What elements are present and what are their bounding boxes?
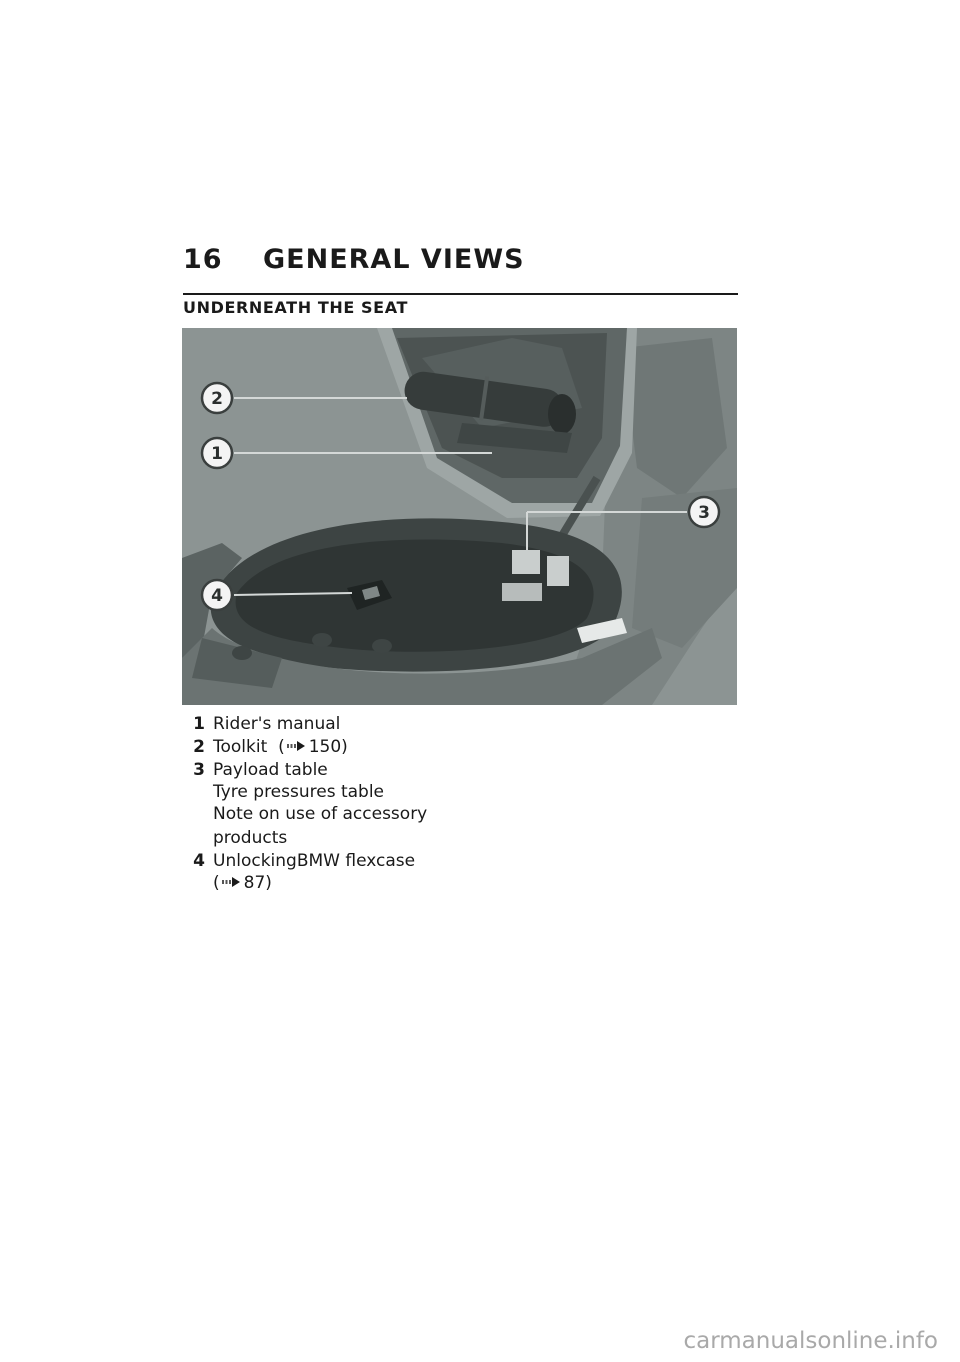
callout-4: 4 xyxy=(211,586,223,606)
page-reference[interactable]: ( 150) xyxy=(272,737,348,757)
legend-number: 2 xyxy=(193,737,205,757)
page-header xyxy=(183,244,738,280)
legend-text: UnlockingBMW flexcase xyxy=(213,851,416,871)
chapter-title: GENERAL VIEWS xyxy=(263,244,525,275)
legend-text: Rider's manual xyxy=(213,714,341,734)
page-ref-number: 87 xyxy=(243,873,266,893)
watermark: carmanualsonline.info xyxy=(683,1328,938,1354)
legend-item-3 xyxy=(183,759,483,849)
legend-number: 3 xyxy=(193,760,205,780)
legend-text: Tyre pressures table xyxy=(213,782,385,802)
legend-item-1 xyxy=(183,713,483,735)
page-number: 16 xyxy=(183,244,223,275)
callout-3: 3 xyxy=(698,503,710,523)
figure-underneath-seat xyxy=(182,328,737,705)
figure-legend xyxy=(183,713,483,895)
legend-item-4 xyxy=(183,850,483,894)
callout-2: 2 xyxy=(211,389,223,409)
section-title: UNDERNEATH THE SEAT xyxy=(183,298,408,317)
legend-text: Payload table xyxy=(213,760,328,780)
page-reference[interactable]: ( 87) xyxy=(213,873,272,893)
page-ref-number: 150 xyxy=(308,737,342,757)
legend-number: 1 xyxy=(193,714,205,734)
legend-text: Note on use of accessory xyxy=(213,804,428,824)
page-ref-arrow-icon xyxy=(287,741,305,751)
legend-number: 4 xyxy=(193,851,205,871)
legend-text: products xyxy=(213,828,288,848)
legend-item-2 xyxy=(183,736,483,758)
page-ref-arrow-icon xyxy=(222,877,240,887)
header-rule xyxy=(183,293,738,295)
scooter-storage-illustration xyxy=(182,328,737,705)
callout-1: 1 xyxy=(211,444,223,464)
legend-text: Toolkit xyxy=(213,737,268,757)
